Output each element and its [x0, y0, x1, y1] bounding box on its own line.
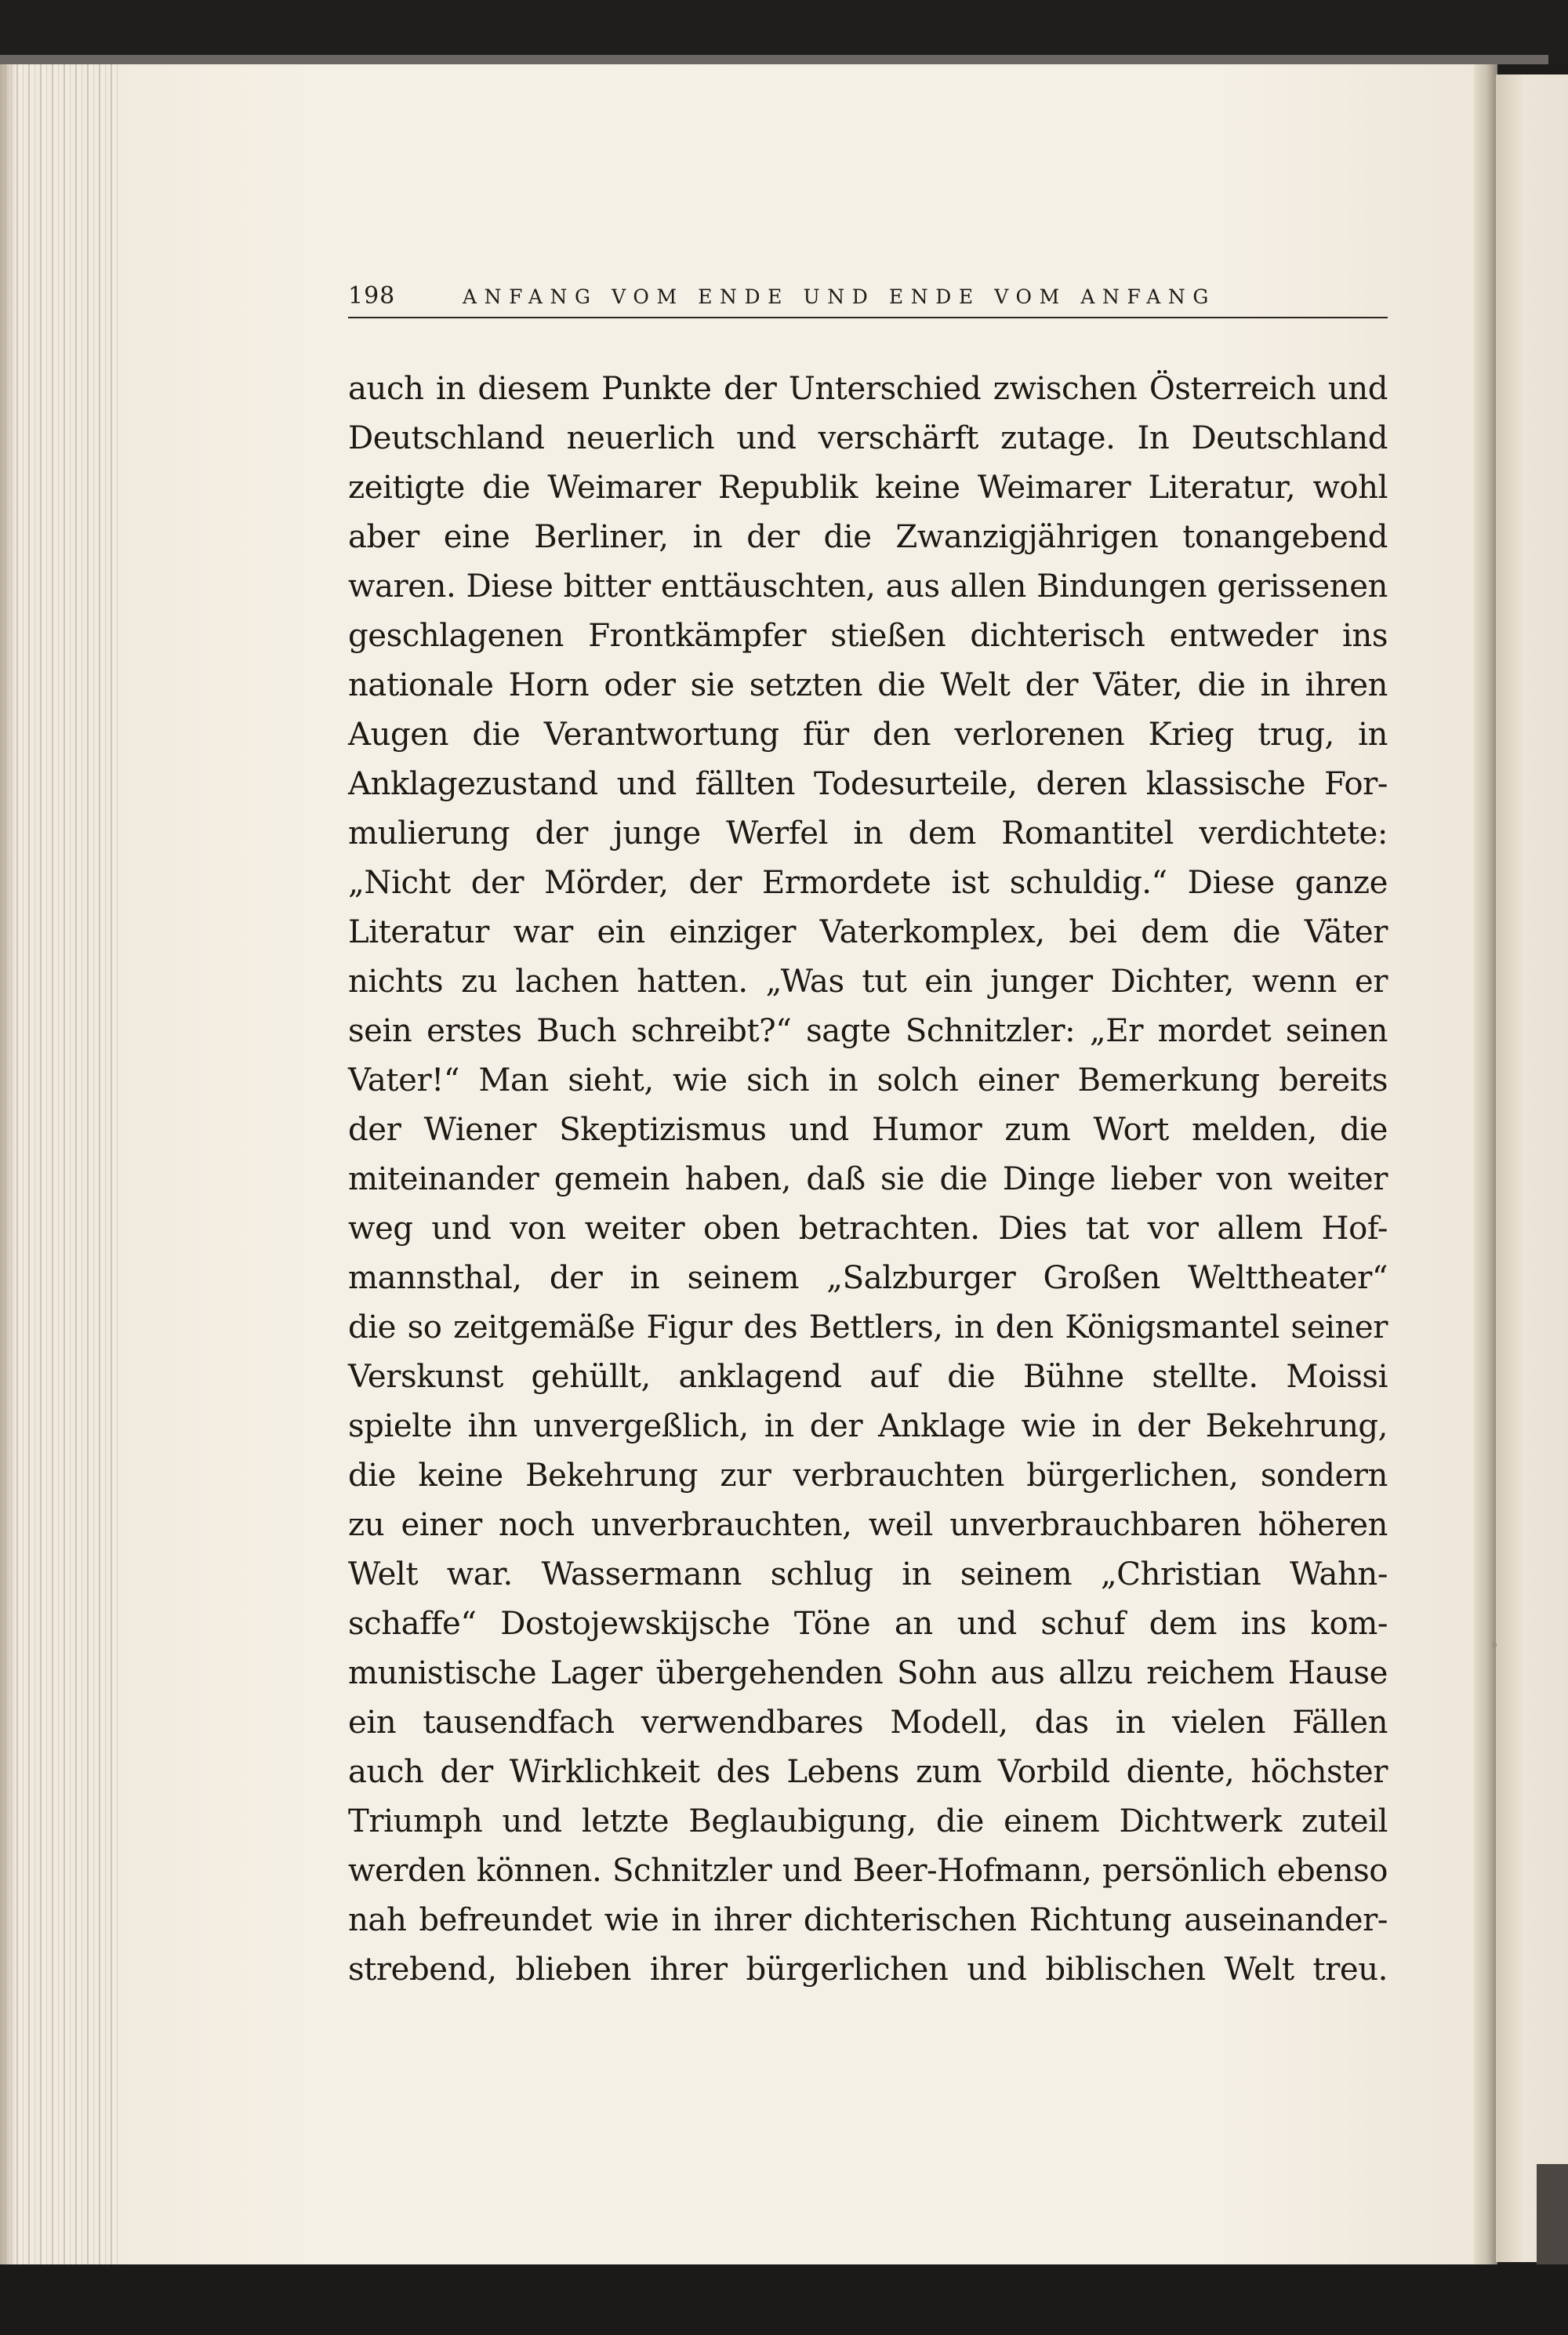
book-cover-edge	[0, 55, 1548, 64]
text-line: Literatur war ein einziger Vaterkomplex, bei dem die Väter	[348, 914, 1388, 950]
text-line: auch in diesem Punkte der Unterschied zwischen Österreich und	[348, 371, 1388, 407]
text-line: mannsthal, der in seinem „Salzburger Großen Welttheater“	[348, 1260, 1388, 1296]
running-head	[348, 278, 1388, 318]
text-line: nah befreundet wie in ihrer dichterischen Richtung auseinander-	[348, 1902, 1388, 1938]
facing-page-edge	[1496, 74, 1568, 2262]
text-line: geschlagenen Frontkämpfer stießen dichterisch entweder ins	[348, 618, 1388, 654]
text-line: Deutschland neuerlich und verschärft zutage. In Deutschland	[348, 420, 1388, 456]
text-line: nichts zu lachen hatten. „Was tut ein junger Dichter, wenn er	[348, 964, 1388, 1000]
text-line: spielte ihn unvergeßlich, in der Anklage wie in der Bekehrung,	[348, 1408, 1388, 1444]
facing-page-corner	[1537, 2164, 1568, 2266]
text-line: Triumph und letzte Beglaubigung, die einem Dichtwerk zuteil	[348, 1803, 1388, 1839]
book-gutter	[1474, 64, 1497, 2266]
text-line: waren. Diese bitter enttäuschten, aus allen Bindungen gerissenen	[348, 568, 1388, 605]
text-line: Verskunst gehüllt, anklagend auf die Bühne stellte. Moissi	[348, 1359, 1388, 1395]
text-line: zeitigte die Weimarer Republik keine Weimarer Literatur, wohl	[348, 470, 1388, 506]
page-stack-edges	[0, 64, 118, 2266]
text-line: ein tausendfach verwendbares Modell, das in vielen Fällen	[348, 1705, 1388, 1741]
text-line: Vater!“ Man sieht, wie sich in solch einer Bemerkung bereits	[348, 1062, 1388, 1099]
text-line: werden können. Schnitzler und Beer-Hofmann, persönlich ebenso	[348, 1853, 1388, 1889]
text-line: nationale Horn oder sie setzten die Welt der Väter, die in ihren	[348, 667, 1388, 703]
text-line: Anklagezustand und fällten Todesurteile, deren klassische For-	[348, 766, 1388, 802]
text-line: miteinander gemein haben, daß sie die Dinge lieber von weiter	[348, 1161, 1388, 1197]
text-line: weg und von weiter oben betrachten. Dies tat vor allem Hof-	[348, 1211, 1388, 1247]
text-line: Welt war. Wassermann schlug in seinem „Christian Wahn-	[348, 1556, 1388, 1592]
text-line: schaffe“ Dostojewskijsche Töne an und schuf dem ins kom-	[348, 1606, 1388, 1642]
scan-background-bottom	[0, 2264, 1568, 2335]
text-line: sein erstes Buch schreibt?“ sagte Schnitzler: „Er mordet seinen	[348, 1013, 1388, 1049]
running-title: ANFANG VOM ENDE UND ENDE VOM ANFANG	[463, 285, 1216, 308]
page-number: 198	[348, 282, 396, 310]
text-line: „Nicht der Mörder, der Ermordete ist schuldig.“ Diese ganze	[348, 865, 1388, 901]
text-line: zu einer noch unverbrauchten, weil unverbrauchbaren höheren	[348, 1507, 1388, 1543]
text-line: die so zeitgemäße Figur des Bettlers, in den Königsmantel seiner	[348, 1309, 1388, 1345]
paper-speck	[1492, 1642, 1497, 1648]
text-line: aber eine Berliner, in der die Zwanzigjährigen tonangebend	[348, 519, 1388, 555]
text-line: mulierung der junge Werfel in dem Romantitel verdichtete:	[348, 815, 1388, 852]
text-line: munistische Lager übergehenden Sohn aus allzu reichem Hause	[348, 1655, 1388, 1691]
body-paragraph	[348, 365, 1388, 1995]
text-line: auch der Wirklichkeit des Lebens zum Vorbild diente, höchster	[348, 1754, 1388, 1790]
page-stack-shadow	[0, 64, 16, 2266]
text-line: Augen die Verantwortung für den verlorenen Krieg trug, in	[348, 717, 1388, 753]
text-line: der Wiener Skeptizismus und Humor zum Wort melden, die	[348, 1112, 1388, 1148]
text-line: strebend, blieben ihrer bürgerlichen und biblischen Welt treu.	[348, 1952, 1388, 1988]
text-line: die keine Bekehrung zur verbrauchten bürgerlichen, sondern	[348, 1458, 1388, 1494]
